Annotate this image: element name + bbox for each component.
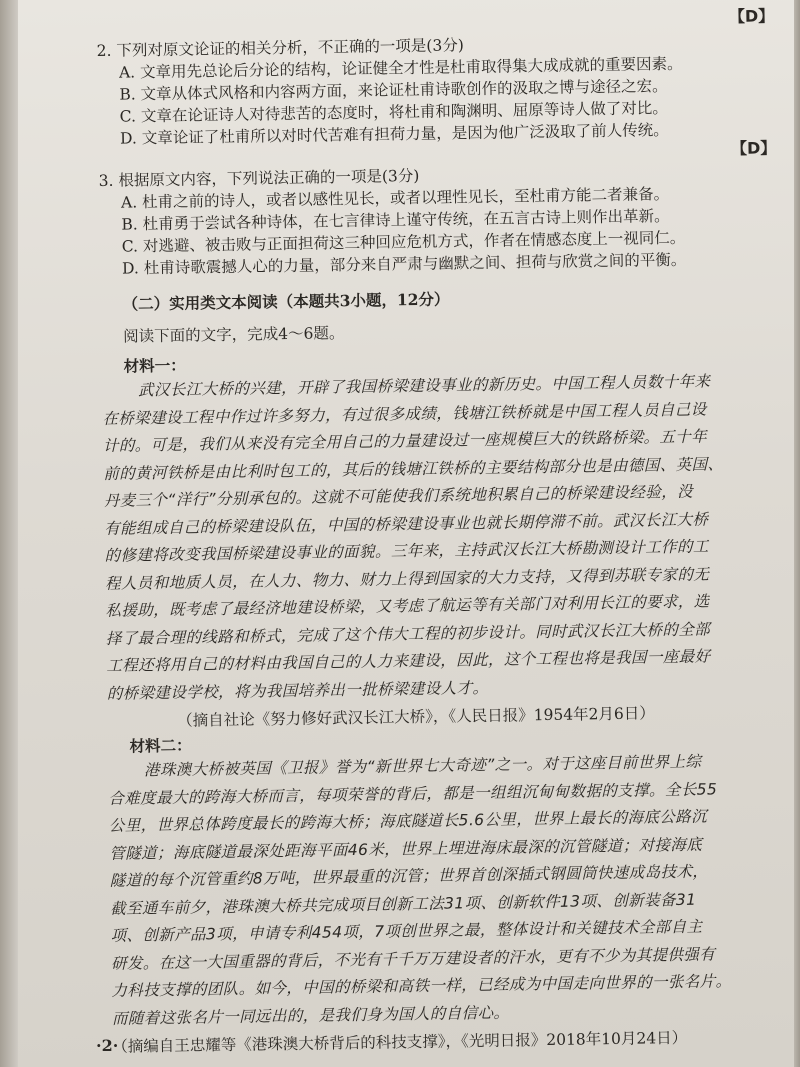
- material2-line: 截至通车前夕，港珠澳大桥共完成项目创新工法31项、创新软件13项、创新装备31: [110, 890, 697, 918]
- q2-option-b: B. 文章从体式风格和内容两方面，来论证杜甫诗歌创作的汲取之博与途径之宏。: [119, 77, 668, 104]
- q2-answer: 【D】: [728, 6, 775, 27]
- material1-source: （摘自社论《努力修好武汉长江大桥》，《人民日报》1954年2月6日）: [177, 704, 655, 730]
- material2-body: [108, 748, 762, 1033]
- material2-source: （摘编自王忠耀等《港珠澳大桥背后的科技支撑》，《光明日报》2018年10月24日）: [112, 1028, 688, 1056]
- material2-line: 合难度最大的跨海大桥而言，每项荣誉的背后，都是一组组沉甸甸数据的支撑。全长55: [108, 779, 718, 808]
- page-edge-shadow: [794, 0, 800, 1067]
- material2-line: 而随着这张名片一同远出的，是我们身为国人的自信心。: [111, 1003, 510, 1028]
- material1-line: 私援助，既考虑了最经济地建设桥梁，又考虑了航运等有关部门对利用长江的要求，选: [105, 592, 710, 620]
- q3-option-c: C. 对逃避、被击败与正面担荷这三种回应危机方式，作者在情感态度上一视同仁。: [121, 228, 686, 256]
- q2-option-d: D. 文章论证了杜甫所以对时代苦难有担荷力量，是因为他广泛汲取了前人传统。: [119, 121, 669, 148]
- section-instruction: 阅读下面的文字，完成4～6题。: [123, 324, 345, 346]
- table-edge: [0, 0, 18, 1067]
- page-content: [96, 0, 777, 1061]
- q3-option-b: B. 杜甫勇于尝试各种诗体，在七言律诗上谨守传统，在五言古诗上则作出革新。: [121, 207, 670, 234]
- q3-stem: 3. 根据原文内容，下列说法正确的一项是(3分): [98, 166, 420, 190]
- page-number: ·2·: [96, 1036, 119, 1055]
- material2-line: 公里，世界总体跨度最长的跨海大桥；海底隧道长5.6公里，世界上最长的海底公路沉: [108, 807, 708, 835]
- material1-line: 有能组成自己的桥梁建设队伍，中国的桥梁建设事业也就长期停滞不前。武汉长江大桥: [104, 509, 709, 538]
- material1-line: 计的。可是，我们从来没有完全用自己的力量建设过一座规模巨大的铁路桥梁。五十年: [102, 427, 708, 455]
- section-title: （二）实用类文本阅读（本题共3小题，12分）: [122, 289, 450, 314]
- material1-line: 的桥梁建设学校，将为我国培养出一批桥梁建设人才。: [106, 678, 489, 703]
- material2-line: 研发。在这一大国重器的背后，不光有千千万万建设者的汗水，更有不少为其提供强有: [110, 944, 716, 973]
- q2-option-a: A. 文章用先总论后分论的结构，论证健全才性是杜甫取得集大成成就的重要因素。: [118, 54, 683, 82]
- q2-stem: 2. 下列对原文论证的相关分析，不正确的一项是(3分): [96, 36, 464, 60]
- material2-line: 力科技支撑的团队。如今，中国的桥梁和高铁一样，已经成为中国走向世界的一张名片。: [111, 972, 732, 1000]
- material1-line: 丹麦三个“洋行”分别承包的。这就不可能使我们系统地积累自己的桥梁建设经验，没: [103, 482, 694, 510]
- q2-option-c: C. 文章在论证诗人对待悲苦的态度时，将杜甫和陶渊明、屈原等诗人做了对比。: [119, 99, 668, 126]
- material2-title: 材料二：: [129, 735, 192, 756]
- material1-line: 的修建将改变我国桥梁建设事业的面貌。三年来，主持武汉长江大桥勘测设计工作的工: [104, 537, 709, 565]
- material2-line: 管隧道；海底隧道最深处距海平面46米，世界上埋进海床最深的沉管隧道；对接海底: [109, 835, 703, 863]
- question-2: [96, 0, 775, 150]
- material1-body: [102, 368, 757, 708]
- q3-answer: 【D】: [730, 138, 777, 159]
- q3-option-a: A. 杜甫之前的诗人，或者以感性见长，或者以理性见长，至杜甫方能二者兼备。: [120, 185, 670, 212]
- material1-line: 择了最合理的线路和桥式，完成了这个伟大工程的初步设计。同时武汉长江大桥的全部: [105, 619, 711, 648]
- material1-line: 工程还将用自己的材料由我国自己的人力来建设，因此，这个工程也将是我国一座最好: [106, 647, 711, 675]
- material1-title: 材料一：: [123, 355, 186, 376]
- material2-line: 隧道的每个沉管重约8万吨，世界最重的沉管；世界首创深插式钢圆筒快速成岛技术，: [109, 862, 709, 890]
- material1-line: 武汉长江大桥的兴建，开辟了我国桥梁建设事业的新历史。中国工程人员数十年来: [137, 372, 711, 400]
- material2-line: 项、创新产品3项，申请专利454项，7项创世界之最，整体设计和关键技术全部自主: [110, 917, 703, 945]
- material1-line: 前的黄河铁桥是由比利时包工的，其后的钱塘江铁桥的主要结构部分也是由德国、英国、: [103, 454, 724, 483]
- q3-option-d: D. 杜甫诗歌震撼人心的力量，部分来自严肃与幽默之间、担荷与欣赏之间的平衡。: [121, 250, 687, 278]
- material1-line: 程人员和地质人员，在人力、物力、财力上得到国家的大力支持，又得到苏联专家的无: [104, 564, 710, 593]
- material2-line: 港珠澳大桥被英国《卫报》誉为“新世界七大奇迹”之一。对于这座目前世界上综: [143, 752, 702, 780]
- question-3: [98, 138, 777, 280]
- material1-line: 在桥梁建设工程中作过许多努力，有过很多成绩，钱塘江铁桥就是中国工程人员自己设: [102, 399, 707, 428]
